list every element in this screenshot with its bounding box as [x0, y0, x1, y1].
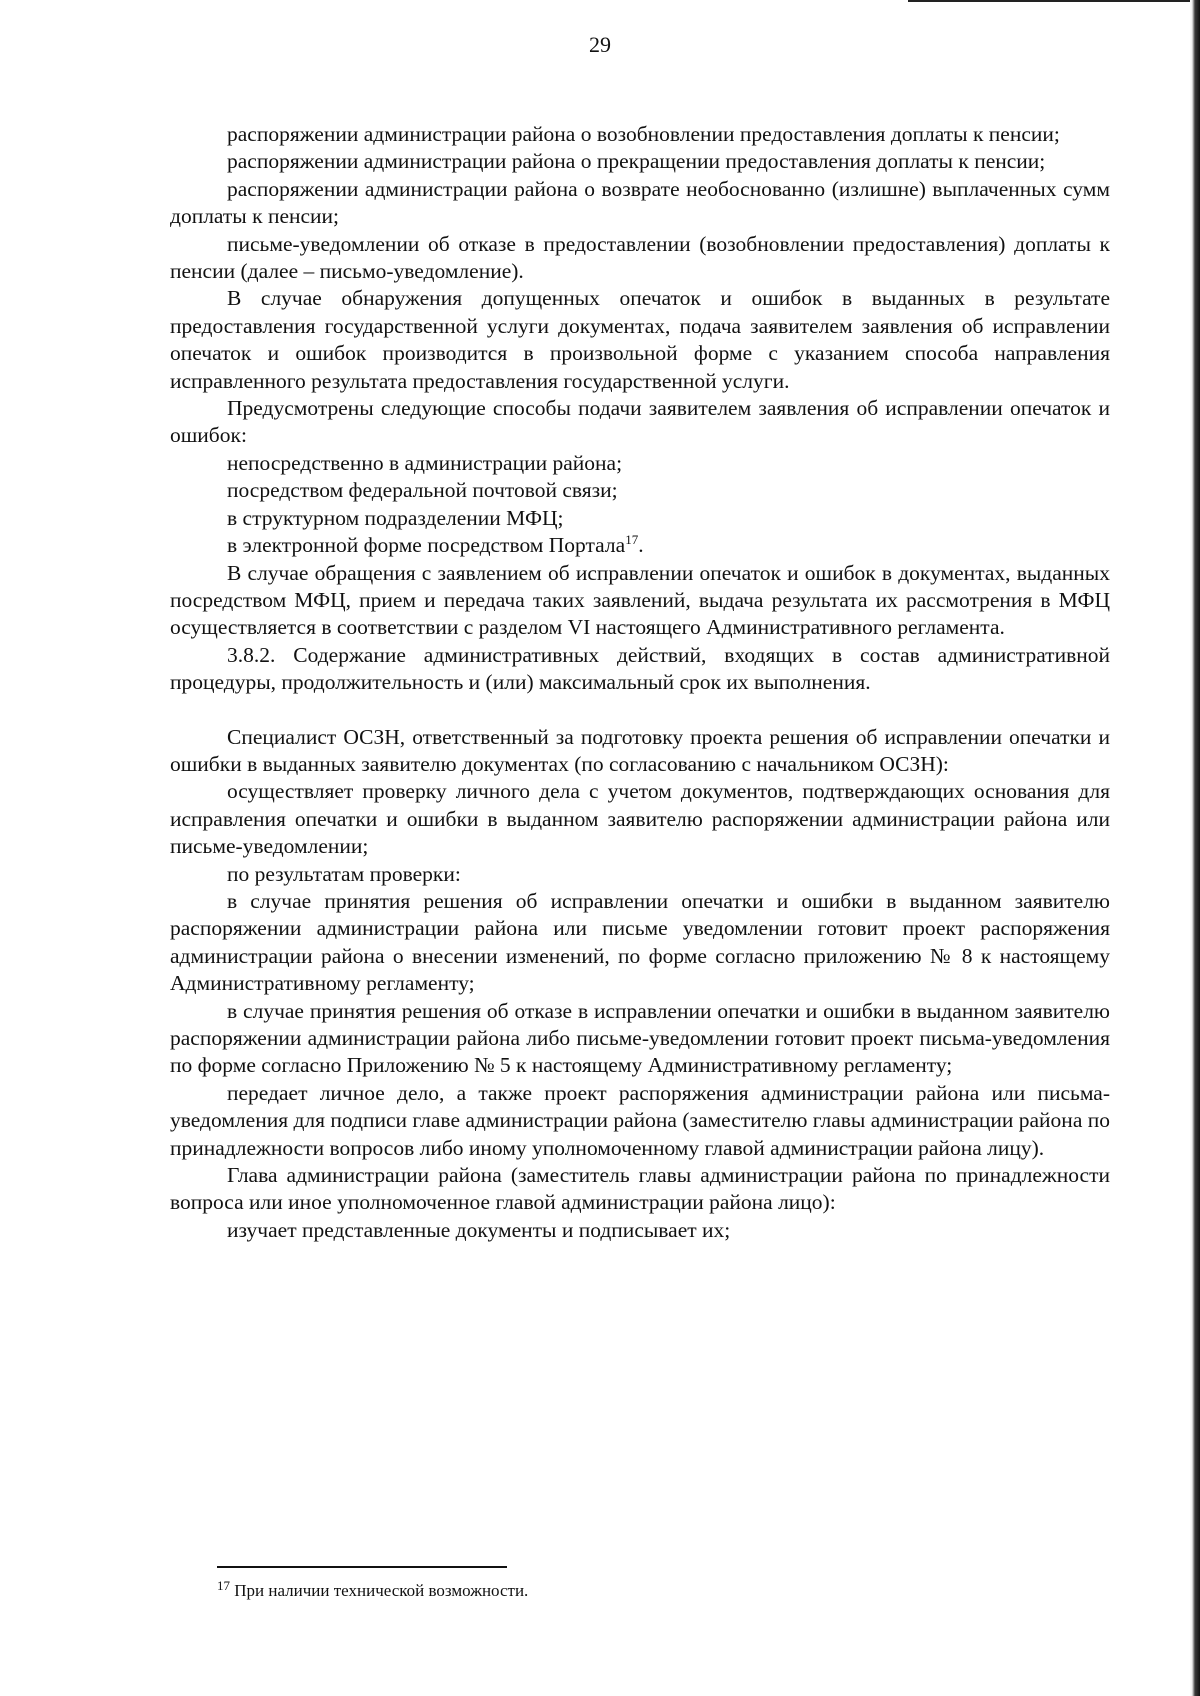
section-heading: 3.8.2. Содержание административных действий, входящих в состав административной процедуры, продолжительность и (или) максимальный срок их выполнения.	[170, 642, 1110, 695]
list-item: в структурном подразделении МФЦ;	[227, 505, 564, 530]
paragraph: распоряжении администрации района о возобновлении предоставления доплаты к пенсии;	[227, 122, 1060, 146]
footnote	[217, 1580, 528, 1602]
paragraph: письме-уведомлении об отказе в предоставлении (возобновлении предоставления) доплаты к пенсии (далее – письмо-уведомление).	[170, 231, 1110, 284]
paragraph: передает личное дело, а также проект распоряжения администрации района или письма-уведомления для подписи главе администрации района (заместителю главы администрации района по принадлежности вопросов либо иному уполномоченному главой администрации района лицу).	[170, 1080, 1110, 1160]
paragraph: осуществляет проверку личного дела с учетом документов, подтверждающих основания для исправления опечатки и ошибки в выданном заявителю распоряжении администрации района или письме-уведомлении;	[170, 779, 1110, 859]
scan-edge-right	[1190, 0, 1200, 1696]
document-body	[170, 121, 1110, 1244]
list-item-text: в электронной форме посредством Портала	[227, 533, 626, 558]
footnote-divider	[217, 1566, 507, 1568]
list-item: посредством федеральной почтовой связи;	[227, 478, 618, 503]
paragraph: в случае принятия решения об исправлении опечатки и ошибки в выданном заявителю распоряжении администрации района или письме уведомлении готовит проект распоряжения администрации района о внесении изменений, по форме согласно приложению № 8 к настоящему Административному регламенту;	[170, 888, 1110, 996]
paragraph: изучает представленные документы и подписывает их;	[227, 1217, 731, 1242]
paragraph: распоряжении администрации района о возврате необоснованно (излишне) выплаченных сумм доплаты к пенсии;	[170, 176, 1110, 229]
paragraph: Глава администрации района (заместитель главы администрации района по принадлежности вопроса или иное уполномоченное главой администрации района лицо):	[170, 1163, 1110, 1215]
list-item: непосредственно в администрации района;	[227, 450, 623, 475]
paragraph: распоряжении администрации района о прекращении предоставления доплаты к пенсии;	[227, 149, 1046, 174]
footnote-reference[interactable]: 17	[625, 531, 639, 547]
list-item: в электронной форме посредством Портала$^{17}$.	[227, 531, 644, 558]
paragraph: В случае обращения с заявлением об исправлении опечаток и ошибок в документах, выданных посредством МФЦ, прием и передача таких заявлений, выдача результата их рассмотрения в МФЦ осуществляется в соответствии с разделом VI настоящего Административного регламента.	[170, 560, 1110, 640]
paragraph: В случае обнаружения допущенных опечаток и ошибок в выданных в результате предоставления государственной услуги документах, подача заявителем заявления об исправлении опечаток и ошибок производится в произвольной форме с указанием способа направления исправленного результата предоставления государственной услуги.	[170, 286, 1110, 393]
footnote-marker: 17	[217, 1578, 230, 1593]
scan-edge-top	[908, 0, 1200, 2]
paragraph: в случае принятия решения об отказе в исправлении опечатки и ошибки в выданном заявителю распоряжении администрации района либо письме-уведомлении готовит проект письма-уведомления по форме согласно Приложению № 5 к настоящему Административному регламенту;	[170, 998, 1110, 1078]
page-number: 29	[589, 32, 611, 57]
footnote-text: При наличии технической возможности.	[234, 1581, 529, 1600]
paragraph: Предусмотрены следующие способы подачи заявителем заявления об исправлении опечаток и ошибок:	[170, 396, 1110, 448]
paragraph: по результатам проверки:	[227, 861, 461, 886]
paragraph: Специалист ОСЗН, ответственный за подготовку проекта решения об исправлении опечатки и ошибки в выданных заявителю документах (по согласованию с начальником ОСЗН):	[170, 724, 1110, 776]
